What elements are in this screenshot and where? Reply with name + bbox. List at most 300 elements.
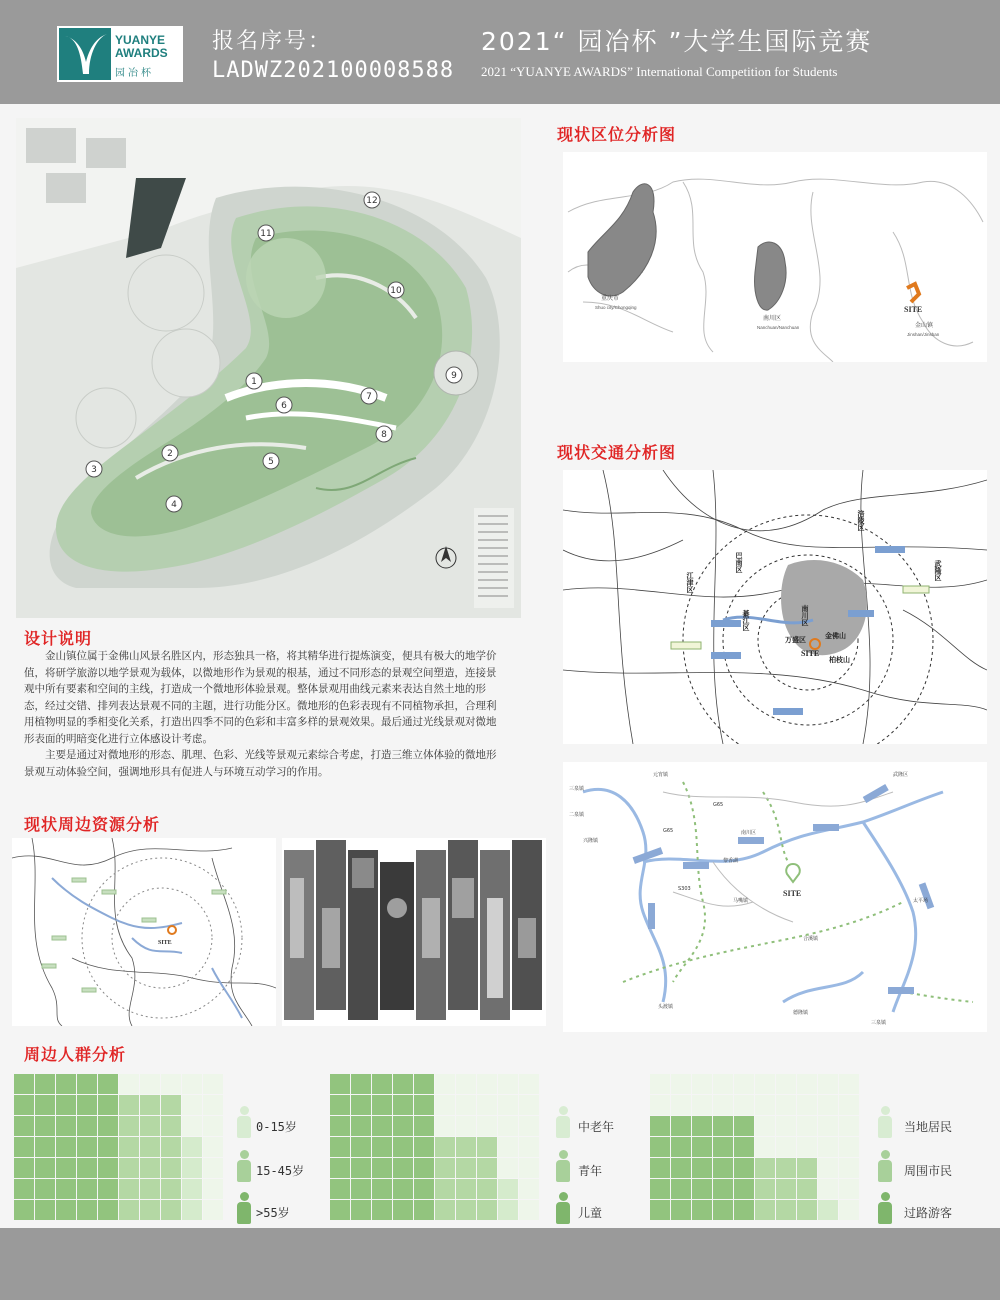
crowd-tile	[14, 1074, 34, 1094]
crowd-tile	[650, 1179, 670, 1199]
crowd-tile	[519, 1158, 539, 1178]
location-label-chongqing-en: Shuo city/Chongqing	[595, 305, 637, 310]
crowd-tile	[372, 1179, 392, 1199]
crowd-tile	[330, 1179, 350, 1199]
crowd-tile	[839, 1179, 859, 1199]
crowd-tile	[182, 1179, 202, 1199]
crowd-tile	[650, 1137, 670, 1157]
route-place: 二泉镇	[569, 812, 585, 818]
location-map	[563, 152, 987, 362]
crowd-tile	[330, 1095, 350, 1115]
crowd-tile	[477, 1158, 497, 1178]
crowd-tile	[203, 1137, 223, 1157]
crowd-tile	[839, 1137, 859, 1157]
poster-footer	[0, 1228, 1000, 1300]
site-marker: 7	[366, 392, 372, 402]
design-description-title: 设计说明	[24, 629, 93, 648]
crowd-tile	[713, 1095, 733, 1115]
crowd-tile	[755, 1200, 775, 1220]
crowd-tile	[456, 1179, 476, 1199]
crowd-tile	[203, 1095, 223, 1115]
traffic-district: 万盛区	[785, 636, 806, 644]
crowd-tile	[98, 1116, 118, 1136]
design-description	[24, 648, 502, 780]
crowd-tile	[456, 1137, 476, 1157]
resources-site-label: SITE	[158, 940, 172, 946]
crowd-tile	[14, 1116, 34, 1136]
crowd-tile	[755, 1074, 775, 1094]
crowd-label: 周围市民	[904, 1164, 953, 1178]
crowd-tile	[140, 1158, 160, 1178]
crowd-tile	[414, 1200, 434, 1220]
crowd-grid-generation	[330, 1074, 540, 1224]
crowd-tile	[56, 1179, 76, 1199]
crowd-tile	[119, 1137, 139, 1157]
crowd-tile	[692, 1074, 712, 1094]
crowd-tile	[498, 1179, 518, 1199]
crowd-tile	[734, 1158, 754, 1178]
logo-en-line2: AWARDS	[115, 46, 168, 60]
crowd-tile	[14, 1200, 34, 1220]
crowd-tile	[77, 1116, 97, 1136]
crowd-tile	[755, 1137, 775, 1157]
crowd-tile	[435, 1137, 455, 1157]
logo-mark-icon	[59, 28, 111, 80]
crowd-tile	[414, 1074, 434, 1094]
site-marker: 2	[167, 449, 173, 459]
crowd-tile	[671, 1158, 691, 1178]
crowd-tile	[372, 1200, 392, 1220]
crowd-tile	[414, 1158, 434, 1178]
crowd-tile	[797, 1116, 817, 1136]
crowd-tile	[203, 1179, 223, 1199]
crowd-tile	[14, 1158, 34, 1178]
crowd-tile	[519, 1137, 539, 1157]
crowd-tile	[330, 1074, 350, 1094]
crowd-tile	[119, 1116, 139, 1136]
crowd-tile	[35, 1137, 55, 1157]
crowd-tile	[797, 1095, 817, 1115]
crowd-tile	[119, 1158, 139, 1178]
crowd-tile	[372, 1158, 392, 1178]
location-label-jinshan: 金山镇	[915, 322, 934, 329]
site-marker: 9	[451, 371, 457, 381]
crowd-tile	[182, 1200, 202, 1220]
location-map-drawing	[563, 152, 987, 362]
crowd-tile	[498, 1137, 518, 1157]
location-analysis-title: 现状区位分析图	[557, 125, 677, 144]
crowd-tile	[77, 1095, 97, 1115]
crowd-tile	[182, 1158, 202, 1178]
crowd-tile	[797, 1200, 817, 1220]
route-place: 马嘴镇	[733, 898, 749, 904]
route-place: 合溪镇	[803, 936, 819, 942]
crowd-tile	[671, 1095, 691, 1115]
crowd-tile	[98, 1095, 118, 1115]
route-map	[563, 762, 987, 1032]
crowd-tile	[713, 1200, 733, 1220]
site-plan	[16, 118, 521, 618]
crowd-tile	[498, 1158, 518, 1178]
logo-en-text	[115, 34, 168, 60]
crowd-tile	[393, 1074, 413, 1094]
site-marker: 12	[366, 196, 378, 206]
crowd-tile	[713, 1074, 733, 1094]
crowd-tile	[498, 1095, 518, 1115]
crowd-tile	[351, 1095, 371, 1115]
crowd-tile	[35, 1179, 55, 1199]
crowd-tile	[77, 1200, 97, 1220]
crowd-tile	[498, 1200, 518, 1220]
logo-en-line1: YUANYE	[115, 33, 166, 47]
route-place: G65	[663, 828, 674, 834]
crowd-label: 青年	[578, 1164, 603, 1178]
crowd-tile	[818, 1200, 838, 1220]
crowd-tile	[393, 1200, 413, 1220]
traffic-site-label: SITE	[801, 649, 820, 658]
route-place: 德隆镇	[793, 1010, 809, 1016]
crowd-label: 当地居民	[904, 1120, 953, 1134]
crowd-tile	[393, 1095, 413, 1115]
crowd-tile	[818, 1158, 838, 1178]
crowd-tile	[818, 1074, 838, 1094]
person-icon	[237, 1150, 251, 1182]
person-icon	[878, 1150, 892, 1182]
crowd-tile	[140, 1137, 160, 1157]
crowd-tile	[119, 1074, 139, 1094]
crowd-tile	[818, 1137, 838, 1157]
crowd-tile	[119, 1200, 139, 1220]
crowd-tile	[372, 1074, 392, 1094]
crowd-tile	[839, 1074, 859, 1094]
crowd-tile	[519, 1200, 539, 1220]
crowd-tile	[98, 1200, 118, 1220]
crowd-tile	[372, 1116, 392, 1136]
crowd-tile	[776, 1095, 796, 1115]
crowd-tile	[435, 1095, 455, 1115]
crowd-tile	[692, 1095, 712, 1115]
crowd-tile	[797, 1137, 817, 1157]
crowd-tile	[692, 1200, 712, 1220]
traffic-district: 涪陵区	[857, 510, 865, 531]
crowd-tile	[797, 1158, 817, 1178]
poster-header	[0, 0, 1000, 104]
person-icon	[237, 1192, 251, 1224]
crowd-tile	[519, 1116, 539, 1136]
traffic-analysis-title: 现状交通分析图	[557, 443, 677, 462]
crowd-tile	[456, 1095, 476, 1115]
location-label-nanchuan: 南川区	[763, 315, 782, 322]
crowd-tile	[477, 1137, 497, 1157]
crowd-tile	[414, 1179, 434, 1199]
crowd-tile	[818, 1179, 838, 1199]
crowd-tile	[671, 1116, 691, 1136]
crowd-tile	[140, 1179, 160, 1199]
crowd-tile	[393, 1158, 413, 1178]
site-marker: 11	[260, 229, 272, 239]
crowd-tile	[56, 1074, 76, 1094]
crowd-tile	[713, 1116, 733, 1136]
traffic-district: 金佛山	[825, 632, 846, 640]
crowd-tile	[35, 1158, 55, 1178]
crowd-tile	[435, 1179, 455, 1199]
location-label-chongqing: 重庆市	[601, 295, 620, 302]
route-place: 太平场	[913, 898, 929, 904]
crowd-tile	[330, 1137, 350, 1157]
crowd-tile	[203, 1074, 223, 1094]
crowd-tile	[477, 1179, 497, 1199]
crowd-tile	[140, 1200, 160, 1220]
crowd-tile	[797, 1074, 817, 1094]
crowd-tile	[734, 1074, 754, 1094]
crowd-tile	[77, 1179, 97, 1199]
crowd-tile	[56, 1200, 76, 1220]
crowd-tile	[372, 1137, 392, 1157]
crowd-tile	[203, 1116, 223, 1136]
crowd-tile	[14, 1095, 34, 1115]
registration-label: 报名序号：	[212, 29, 333, 54]
crowd-tile	[818, 1095, 838, 1115]
traffic-district: 巴南区	[735, 552, 743, 573]
crowd-tile	[713, 1158, 733, 1178]
crowd-tile	[414, 1137, 434, 1157]
site-marker: 10	[390, 286, 402, 296]
location-site-label: SITE	[904, 305, 923, 314]
yuanye-logo	[57, 26, 183, 82]
crowd-tile	[330, 1116, 350, 1136]
crowd-tile	[203, 1200, 223, 1220]
crowd-tile	[14, 1137, 34, 1157]
crowd-tile	[351, 1137, 371, 1157]
site-marker: 1	[251, 377, 257, 387]
traffic-district: 武隆区	[934, 560, 942, 581]
site-marker: 8	[381, 430, 387, 440]
site-marker: 5	[268, 457, 274, 467]
crowd-tile	[56, 1158, 76, 1178]
crowd-tile	[435, 1116, 455, 1136]
traffic-map-drawing	[563, 470, 987, 744]
crowd-tile	[77, 1137, 97, 1157]
person-icon	[878, 1192, 892, 1224]
site-marker: 4	[171, 500, 177, 510]
crowd-tile	[182, 1137, 202, 1157]
location-label-nanchuan-en: Nanchuan/Nanchuan	[757, 325, 800, 330]
crowd-tile	[330, 1158, 350, 1178]
crowd-tile	[671, 1137, 691, 1157]
site-plan-drawing	[16, 118, 521, 618]
crowd-label: 中老年	[578, 1120, 615, 1134]
route-place: 武隆区	[893, 772, 909, 778]
crowd-tile	[692, 1158, 712, 1178]
crowd-tile	[393, 1116, 413, 1136]
crowd-tile	[35, 1095, 55, 1115]
crowd-tile	[414, 1116, 434, 1136]
crowd-tile	[456, 1200, 476, 1220]
crowd-tile	[56, 1095, 76, 1115]
crowd-tile	[161, 1095, 181, 1115]
crowd-tile	[650, 1095, 670, 1115]
crowd-tile	[776, 1116, 796, 1136]
person-icon	[556, 1150, 570, 1182]
location-label-jinshan-en: Jinshan/Jinshan	[907, 332, 940, 337]
crowd-tile	[140, 1116, 160, 1136]
crowd-tile	[35, 1200, 55, 1220]
traffic-map	[563, 470, 987, 744]
competition-title: 2021“ 园冶杯 ”大学生国际竞赛	[481, 27, 873, 56]
site-plan-legend	[474, 508, 514, 608]
crowd-tile	[650, 1116, 670, 1136]
route-place: 南川区	[741, 830, 757, 836]
traffic-district: 柏枝山	[829, 656, 850, 664]
site-marker: 3	[91, 465, 97, 475]
crowd-tile	[776, 1200, 796, 1220]
route-place: 兴隆镇	[583, 838, 599, 844]
crowd-tile	[839, 1116, 859, 1136]
crowd-tile	[818, 1116, 838, 1136]
crowd-tile	[713, 1179, 733, 1199]
traffic-district: 江津区	[686, 572, 694, 593]
crowd-tile	[519, 1074, 539, 1094]
crowd-tile	[351, 1074, 371, 1094]
resources-analysis-title: 现状周边资源分析	[24, 815, 161, 834]
crowd-tile	[776, 1137, 796, 1157]
crowd-tile	[35, 1074, 55, 1094]
resources-map	[12, 838, 276, 1026]
crowd-tile	[650, 1158, 670, 1178]
crowd-tile	[161, 1200, 181, 1220]
crowd-tile	[435, 1200, 455, 1220]
crowd-tile	[77, 1158, 97, 1178]
crowd-tile	[477, 1200, 497, 1220]
crowd-analysis-title: 周边人群分析	[24, 1045, 127, 1064]
person-icon	[878, 1106, 892, 1138]
crowd-tile	[140, 1095, 160, 1115]
crowd-tile	[519, 1179, 539, 1199]
crowd-tile	[650, 1074, 670, 1094]
crowd-label: 0-15岁	[256, 1120, 297, 1134]
logo-cn-text: 园冶杯	[115, 68, 154, 79]
crowd-tile	[839, 1158, 859, 1178]
crowd-tile	[351, 1200, 371, 1220]
route-place: 头渡镇	[658, 1004, 674, 1010]
resources-photo-strip	[282, 838, 546, 1026]
site-marker: 6	[281, 401, 287, 411]
person-icon	[556, 1192, 570, 1224]
resources-photos-drawing	[282, 838, 546, 1026]
crowd-tile	[98, 1179, 118, 1199]
crowd-tile	[671, 1074, 691, 1094]
design-paragraph-2: 主要是通过对微地形的形态、肌理、色彩、光线等景观元素综合考虑，打造三维立体体验的微地形景观互动体验空间，强调地形具有促进人与环境互动学习的作用。	[24, 749, 497, 778]
crowd-tile	[734, 1137, 754, 1157]
crowd-tile	[98, 1074, 118, 1094]
crowd-tile	[182, 1116, 202, 1136]
crowd-tile	[161, 1158, 181, 1178]
crowd-grid-origin	[650, 1074, 860, 1224]
crowd-tile	[456, 1158, 476, 1178]
crowd-tile	[351, 1116, 371, 1136]
crowd-tile	[797, 1179, 817, 1199]
crowd-tile	[351, 1158, 371, 1178]
traffic-district: 南川区	[801, 605, 809, 626]
crowd-tile	[393, 1137, 413, 1157]
crowd-tile	[776, 1074, 796, 1094]
crowd-tile	[477, 1074, 497, 1094]
crowd-tile	[414, 1095, 434, 1115]
crowd-tile	[692, 1137, 712, 1157]
crowd-tile	[435, 1158, 455, 1178]
crowd-tile	[393, 1179, 413, 1199]
crowd-tile	[755, 1158, 775, 1178]
crowd-tile	[140, 1074, 160, 1094]
crowd-tile	[755, 1179, 775, 1199]
crowd-tile	[56, 1137, 76, 1157]
crowd-tile	[839, 1095, 859, 1115]
crowd-tile	[435, 1074, 455, 1094]
crowd-tile	[519, 1095, 539, 1115]
crowd-tile	[734, 1116, 754, 1136]
crowd-tile	[498, 1074, 518, 1094]
crowd-tile	[98, 1158, 118, 1178]
crowd-tile	[713, 1137, 733, 1157]
registration-number: LADWZ202100008588	[212, 58, 455, 83]
resources-map-drawing	[12, 838, 276, 1026]
crowd-tile	[203, 1158, 223, 1178]
crowd-tile	[119, 1179, 139, 1199]
crowd-tile	[734, 1095, 754, 1115]
crowd-tile	[77, 1074, 97, 1094]
crowd-label: 过路游客	[904, 1206, 953, 1220]
crowd-tile	[776, 1179, 796, 1199]
crowd-tile	[477, 1095, 497, 1115]
crowd-tile	[351, 1179, 371, 1199]
crowd-tile	[161, 1137, 181, 1157]
crowd-tile	[755, 1116, 775, 1136]
crowd-tile	[35, 1116, 55, 1136]
crowd-tile	[498, 1116, 518, 1136]
crowd-tile	[14, 1179, 34, 1199]
crowd-label: 儿童	[578, 1206, 603, 1220]
crowd-tile	[755, 1095, 775, 1115]
crowd-tile	[330, 1200, 350, 1220]
crowd-tile	[692, 1116, 712, 1136]
person-icon	[237, 1106, 251, 1138]
traffic-district: 綦江区	[742, 610, 750, 631]
route-place: 黎香湖	[723, 858, 739, 864]
route-place: 三泉镇	[569, 786, 585, 792]
crowd-label: 15-45岁	[256, 1164, 305, 1178]
crowd-tile	[161, 1074, 181, 1094]
route-place: S303	[678, 886, 691, 892]
route-map-drawing	[563, 762, 987, 1032]
crowd-tile	[456, 1116, 476, 1136]
crowd-tile	[456, 1074, 476, 1094]
crowd-tile	[776, 1158, 796, 1178]
crowd-tile	[734, 1200, 754, 1220]
crowd-label: >55岁	[256, 1206, 290, 1220]
crowd-tile	[161, 1116, 181, 1136]
crowd-tile	[650, 1200, 670, 1220]
route-place: 元宵镇	[653, 772, 669, 778]
crowd-tile	[372, 1095, 392, 1115]
crowd-tile	[671, 1200, 691, 1220]
route-place: G65	[713, 802, 724, 808]
crowd-tile	[182, 1074, 202, 1094]
crowd-tile	[734, 1179, 754, 1199]
competition-subtitle: 2021 “YUANYE AWARDS” International Competition for Students	[481, 64, 838, 79]
crowd-tile	[161, 1179, 181, 1199]
crowd-tile	[182, 1095, 202, 1115]
crowd-tile	[839, 1200, 859, 1220]
